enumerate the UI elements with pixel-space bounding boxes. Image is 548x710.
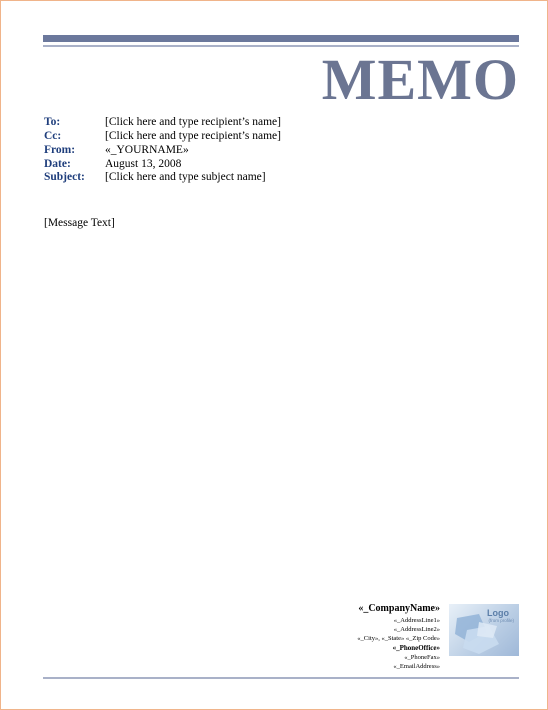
- to-label: To:: [44, 116, 61, 128]
- subject-label: Subject:: [44, 171, 85, 183]
- from-label: From:: [44, 144, 76, 156]
- company-name: «_CompanyName»: [358, 603, 440, 614]
- cc-field[interactable]: [Click here and type recipient’s name]: [105, 130, 281, 142]
- address-line-1: «_AddressLine1»: [393, 617, 440, 624]
- subject-field[interactable]: [Click here and type subject name]: [105, 171, 266, 183]
- logo-subtext: (from profile): [488, 618, 514, 623]
- cc-label: Cc:: [44, 130, 62, 142]
- from-field[interactable]: «_YOURNAME»: [105, 144, 189, 156]
- phone-office: «_PhoneOffice»: [392, 644, 440, 652]
- email-address: «_EmailAddress»: [393, 662, 440, 670]
- memo-title: MEMO: [321, 47, 519, 112]
- logo-word: Logo: [487, 608, 509, 618]
- address-line-2: «_AddressLine2»: [393, 626, 440, 633]
- phone-fax: «_PhoneFax»: [404, 653, 440, 661]
- city-state-zip: «_City», «_State» «_Zip Code»: [357, 635, 440, 642]
- date-label: Date:: [44, 157, 71, 170]
- date-field[interactable]: August 13, 2008: [105, 157, 182, 170]
- message-text[interactable]: [Message Text]: [44, 217, 115, 229]
- company-address-block: [357, 604, 440, 673]
- footer-rule: [43, 677, 519, 679]
- header-rule-thick: [43, 35, 519, 42]
- to-field[interactable]: [Click here and type recipient’s name]: [105, 116, 281, 128]
- logo-placeholder: [449, 604, 519, 656]
